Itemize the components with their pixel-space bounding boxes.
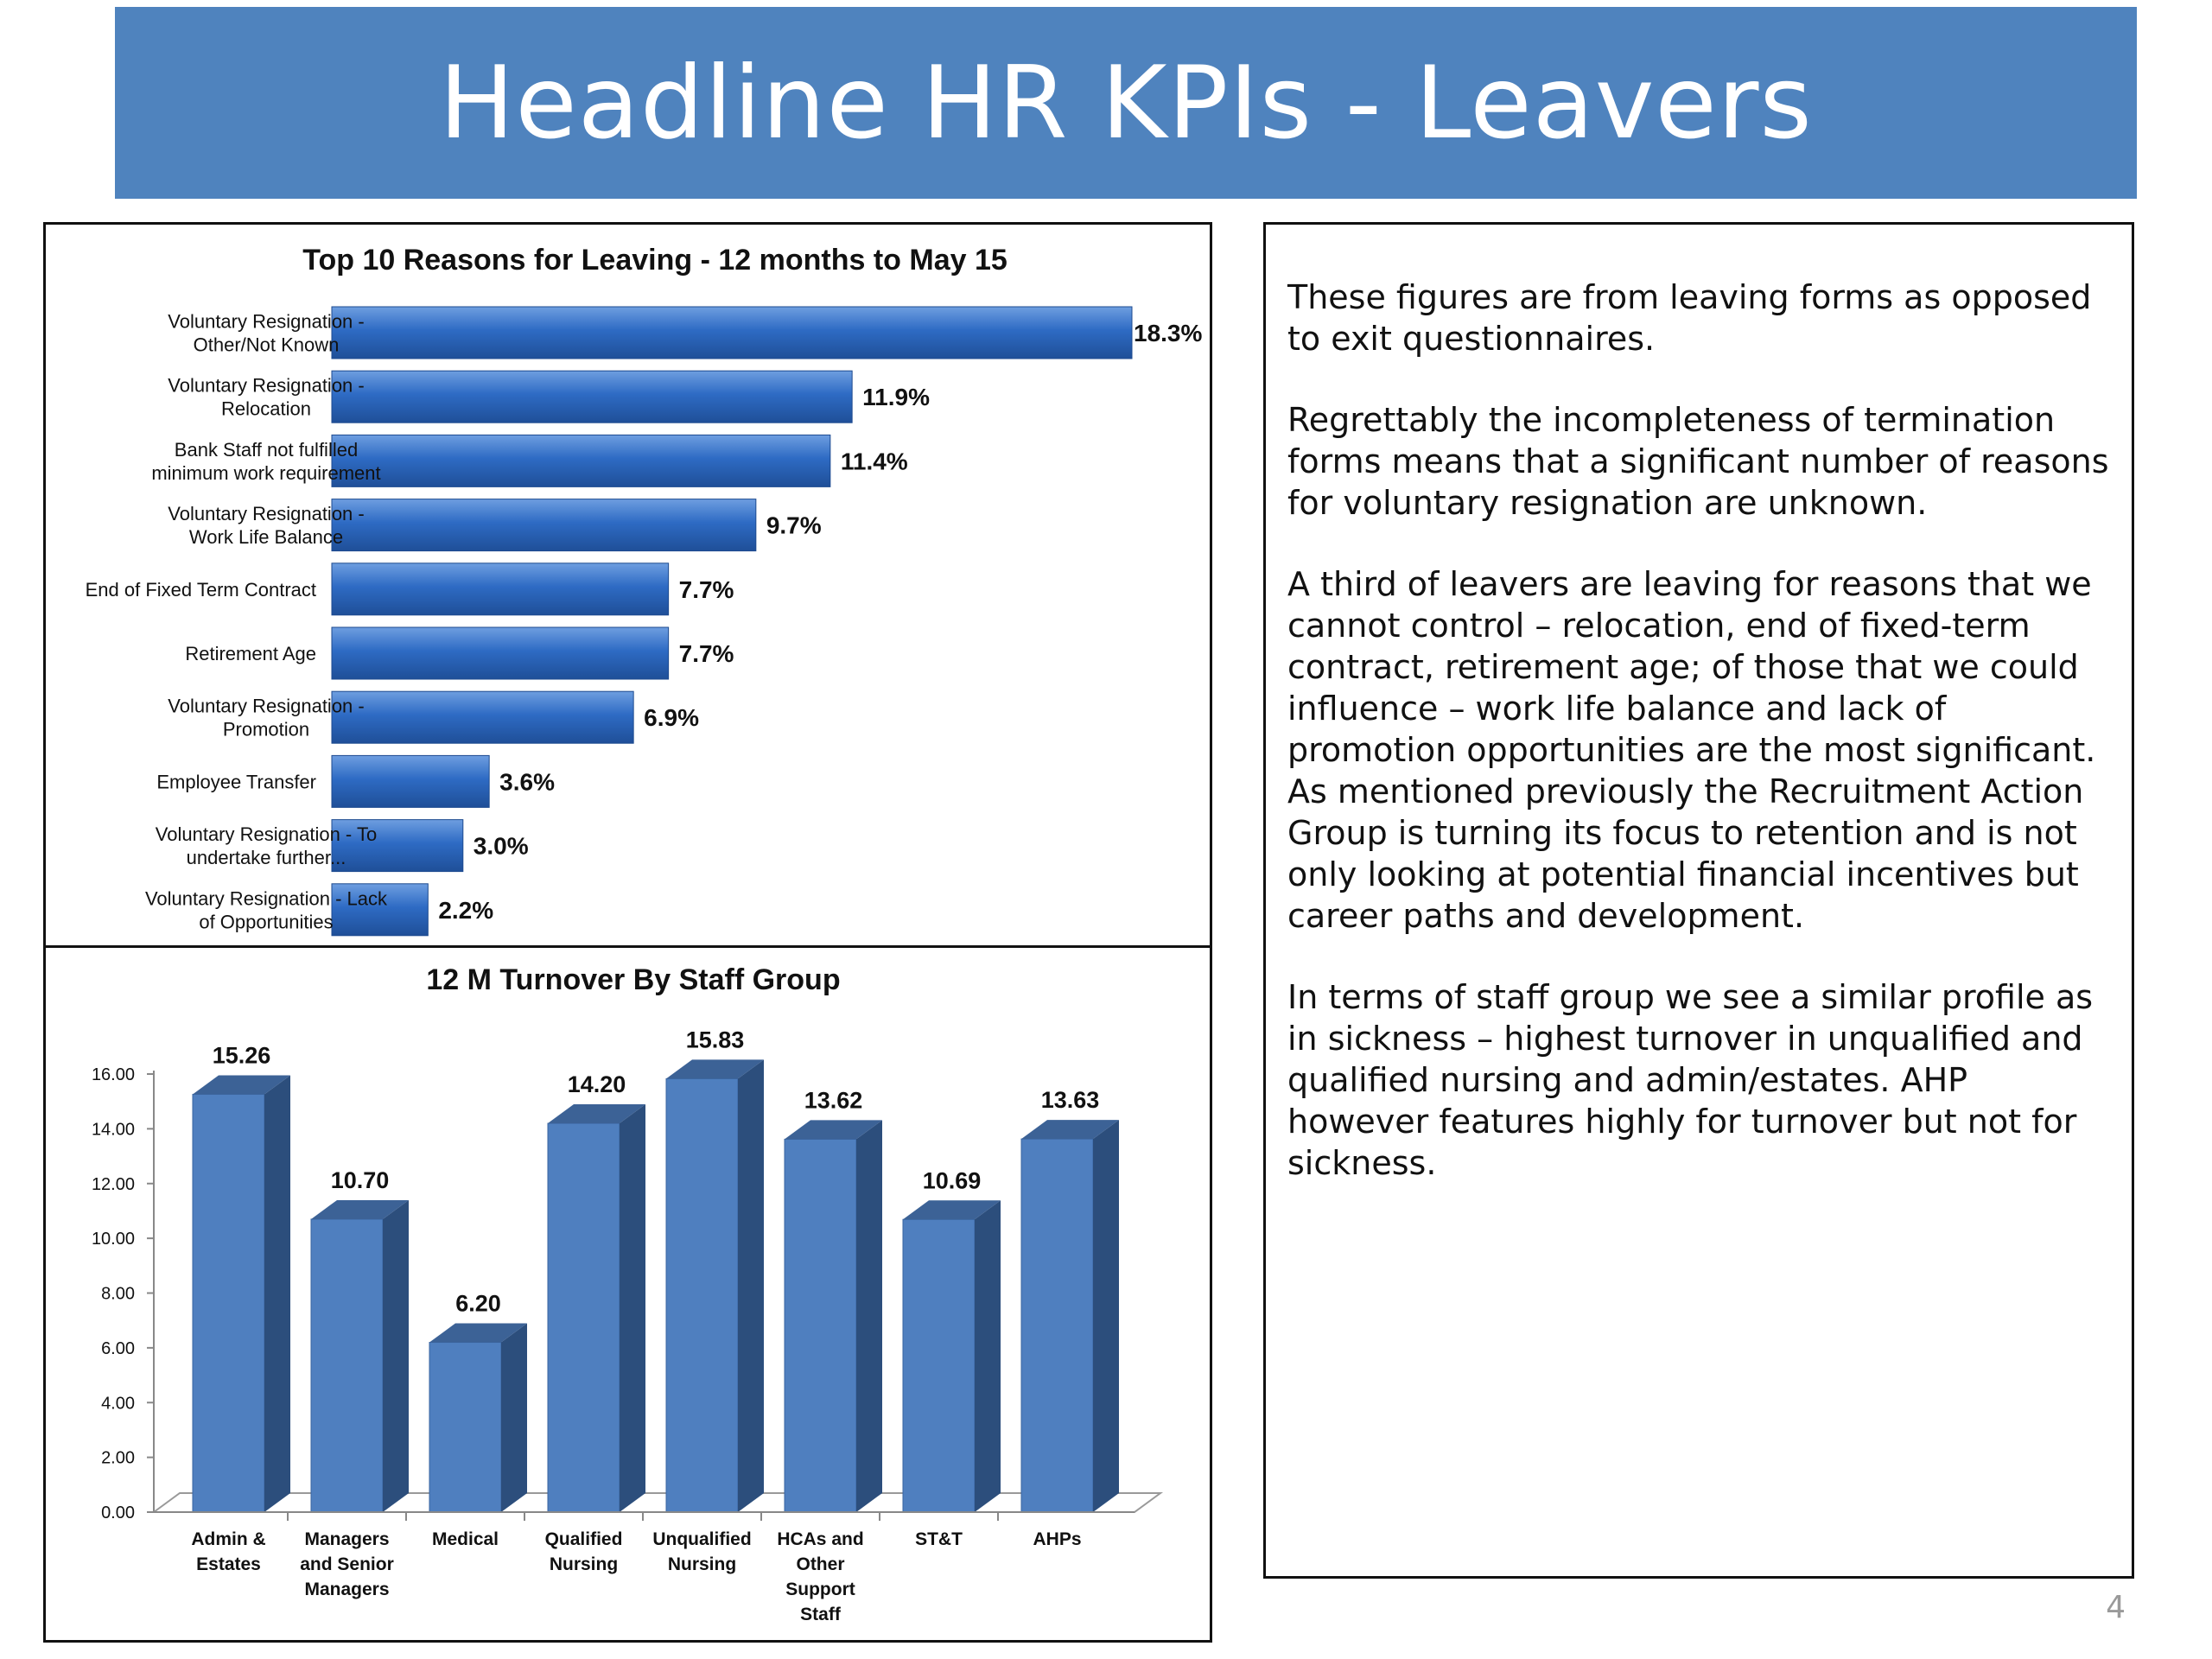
data-label: 10.69 xyxy=(922,1167,982,1194)
column-front xyxy=(666,1078,738,1512)
bar xyxy=(332,499,756,551)
x-category-label: Qualified Nursing xyxy=(544,1529,623,1574)
category-label: Voluntary Resignation -Relocation xyxy=(168,374,365,420)
turnover-chart-panel xyxy=(43,945,1212,1643)
category-label: Employee Transfer xyxy=(156,771,316,793)
column-front xyxy=(1021,1139,1093,1512)
commentary-text xyxy=(1287,276,2114,1224)
chart-title: 12 M Turnover By Staff Group xyxy=(426,963,841,996)
x-category-label: Unqualified Nursing xyxy=(652,1529,752,1574)
x-category-label: Medical xyxy=(431,1529,499,1549)
data-label: 11.9% xyxy=(862,384,931,411)
x-category-label: ST&T xyxy=(915,1529,963,1549)
bar xyxy=(332,371,852,423)
bar xyxy=(332,435,830,486)
column-front xyxy=(311,1219,383,1512)
y-tick-label: 14.00 xyxy=(91,1120,135,1140)
header-banner xyxy=(115,7,2137,199)
column-side xyxy=(264,1075,290,1512)
column-side xyxy=(501,1324,527,1512)
page-number: 4 xyxy=(2106,1590,2126,1625)
column-side xyxy=(738,1059,764,1512)
data-label: 13.62 xyxy=(804,1087,863,1114)
data-label: 11.4% xyxy=(840,448,908,475)
commentary-paragraph-2: Regrettably the incompleteness of termination forms means that a significant number of reasons for voluntary resignation are unknown. xyxy=(1287,401,2109,522)
category-label: Retirement Age xyxy=(185,643,316,664)
column-side xyxy=(620,1104,645,1512)
data-label: 15.26 xyxy=(212,1042,271,1069)
page-title: Headline HR KPIs - Leavers xyxy=(439,44,1813,162)
chart-floor xyxy=(154,1493,1160,1512)
y-tick-label: 8.00 xyxy=(101,1284,135,1304)
data-label: 6.20 xyxy=(455,1290,501,1317)
data-label: 3.6% xyxy=(499,768,555,796)
reasons-chart-panel xyxy=(43,222,1212,948)
column-side xyxy=(856,1120,882,1512)
x-category-label: Admin & Estates xyxy=(191,1529,266,1574)
data-label: 10.70 xyxy=(330,1166,390,1193)
category-label: Voluntary Resignation - To undertake further... xyxy=(155,823,378,869)
data-label: 9.7% xyxy=(766,512,822,539)
data-label: 14.20 xyxy=(567,1071,626,1098)
data-label: 6.9% xyxy=(644,704,699,732)
data-label: 7.7% xyxy=(678,640,734,667)
commentary-panel xyxy=(1263,222,2134,1579)
commentary-paragraph-4: In terms of staff group we see a similar profile as in sickness – highest turnover in unqualified and qualified nursing and admin/estates. AHP however features highly for turnover but not for sickness. xyxy=(1287,978,2094,1182)
data-label: 2.2% xyxy=(438,896,494,924)
x-category-label: AHPs xyxy=(1033,1529,1082,1549)
y-tick-label: 0.00 xyxy=(101,1503,135,1522)
category-label: Voluntary Resignation -Other/Not Known xyxy=(168,310,365,356)
column-front xyxy=(903,1219,975,1512)
commentary-paragraph-1: These figures are from leaving forms as opposed to exit questionnaires. xyxy=(1287,278,2092,358)
column-side xyxy=(383,1200,409,1512)
reasons-bar-chart xyxy=(46,225,1210,945)
bar xyxy=(332,627,669,679)
x-category-label: Managers and Senior Managers xyxy=(300,1529,394,1599)
column-front xyxy=(548,1123,620,1512)
data-label: 3.0% xyxy=(473,832,529,860)
bar xyxy=(332,691,633,743)
category-label: Voluntary Resignation -Promotion xyxy=(168,695,365,741)
y-tick-label: 10.00 xyxy=(91,1230,135,1249)
category-label: Bank Staff not fulfilled minimum work requirement xyxy=(151,438,381,484)
y-tick-label: 4.00 xyxy=(101,1394,135,1414)
bar xyxy=(332,307,1132,359)
y-tick-label: 12.00 xyxy=(91,1174,135,1194)
data-label: 15.83 xyxy=(685,1027,745,1053)
column-side xyxy=(1093,1120,1119,1512)
data-label: 13.63 xyxy=(1040,1087,1100,1114)
column-front xyxy=(429,1343,501,1512)
bar xyxy=(332,563,669,615)
column-front xyxy=(193,1094,264,1512)
column-side xyxy=(975,1200,1001,1512)
category-label: End of Fixed Term Contract xyxy=(85,578,316,601)
data-label: 18.3% xyxy=(1134,320,1203,346)
y-tick-label: 16.00 xyxy=(91,1065,135,1084)
y-tick-label: 2.00 xyxy=(101,1448,135,1468)
commentary-paragraph-3: A third of leavers are leaving for reasons that we cannot control – relocation, end of fixed-term contract, retirement age; of those that we could influence – work life balance and lack of promotion opportunities are the most significant. As mentioned previously the Recruitment Action Group is turning its focus to retention and is not only looking at potential financial incentives but career paths and development. xyxy=(1287,565,2096,935)
bar xyxy=(332,755,489,807)
y-tick-label: 6.00 xyxy=(101,1338,135,1358)
column-front xyxy=(785,1139,856,1512)
x-category-label: HCAs and Other Support Staff xyxy=(777,1529,864,1624)
turnover-column-chart xyxy=(46,948,1210,1640)
category-label: Voluntary Resignation - Lack of Opportunities xyxy=(144,887,388,933)
chart-title: Top 10 Reasons for Leaving - 12 months to May 15 xyxy=(302,244,1007,276)
category-label: Voluntary Resignation -Work Life Balance xyxy=(168,503,365,549)
data-label: 7.7% xyxy=(678,575,734,603)
